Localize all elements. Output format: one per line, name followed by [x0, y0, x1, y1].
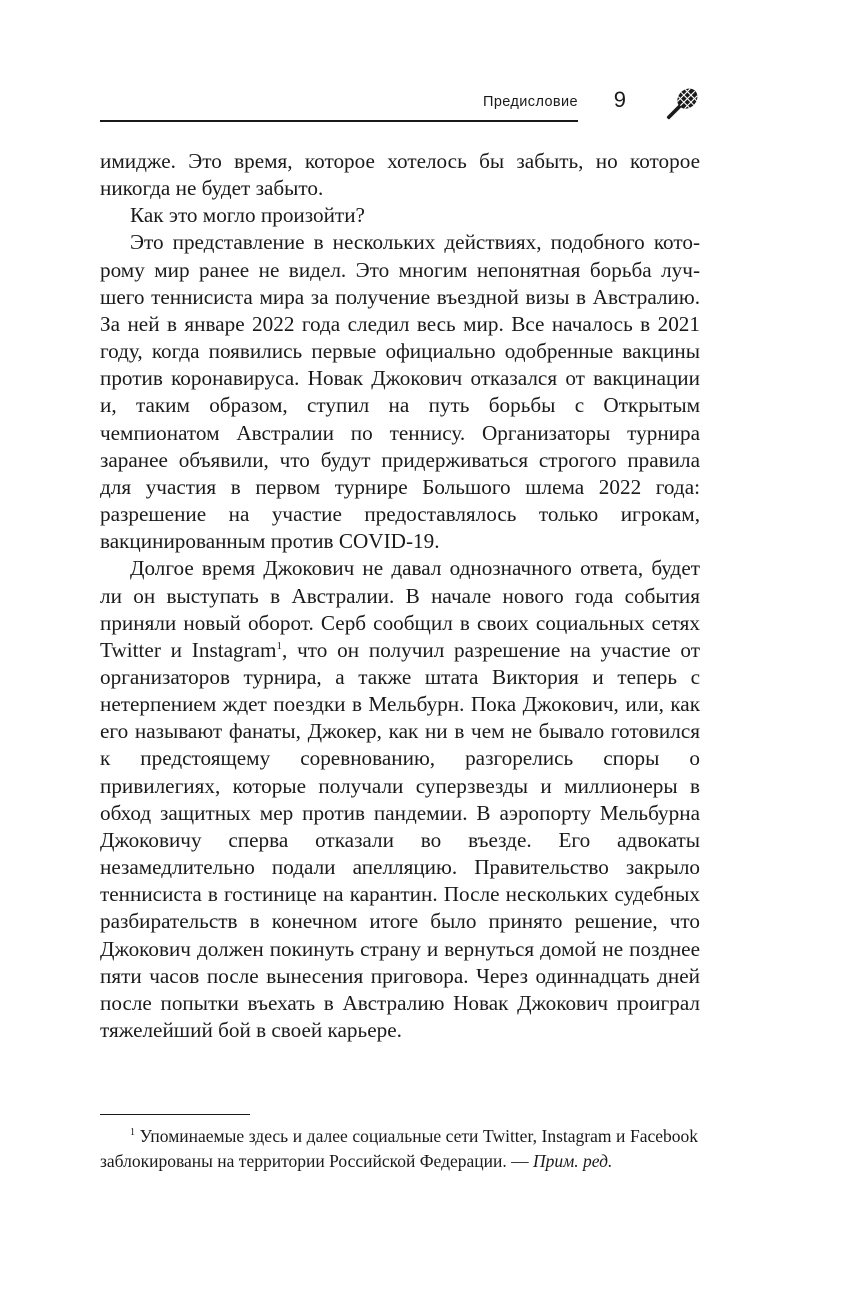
- paragraph: Как это могло произойти?: [130, 203, 365, 228]
- running-header: [100, 84, 710, 124]
- tennis-racket-icon: [660, 84, 702, 126]
- footnote-reference[interactable]: 1: [276, 639, 283, 652]
- header-rule: [100, 120, 578, 122]
- paragraph-text: , что он получил разрешение на участие от организаторов турнира, а также штата Виктория и теперь с нетерпением ждет поездки в Мельбурн. Пока Джокович, или, как его называют фанаты, Джокер, как ни в чем не бывало готовился к предстоящему соревнованию, разгорелись споры о привилегиях, которые получали суперзвезды и миллионеры в обход защитных мер против пандемии. В аэропорту Мельбурна Джоковичу сперва отказали во въезде. Его адвокаты незамедлительно подали апелляцию. Правительство закрыло теннисиста в гостинице на карантин. После нескольких судебных разбирательств в конечном итоге было принято решение, что Джокович должен покинуть страну и вернуться домой не позднее пяти часов после вынесения приговора. Через одиннадцать дней после попытки въехать в Австралию Новак Джокович проиграл тяжелейший бой в своей карьере.: [100, 637, 700, 1042]
- chapter-title: Предисловие: [483, 94, 578, 110]
- main-text: [100, 148, 700, 1044]
- footnote-text: Упоминаемые здесь и далее социальные сети Twitter, Instagram и Facebook заблокированы на территории Российской Федерации. —: [100, 1126, 699, 1171]
- paragraph-text: Долгое время Джокович не давал однозначного ответа, будет ли он выступать в Австралии. В начале нового года события приняли новый оборот. Серб сообщил в своих социальных сетях Twitter и Instagram: [100, 556, 700, 662]
- paragraph: имидже. Это время, которое хотелось бы забыть, но которое никогда не будет забыто.: [100, 149, 700, 201]
- footnote-mark: 1: [130, 1127, 135, 1139]
- page-number: 9: [613, 87, 626, 112]
- editor-note: Прим. ред.: [533, 1150, 613, 1171]
- paragraph: Это представление в нескольких действиях, подобного которому мир ранее не видел. Это многим непонятная борьба лучшего теннисиста мира за получение въездной визы в Австралию. За ней в январе 2022 года следил весь мир. Все началось в 2021 году, когда появились первые официально одобренные вакцины против коронавируса. Новак Джокович отказался от вакцинации и, таким образом, ступил на путь борьбы с Открытым чемпионатом Австралии по теннису. Организаторы турнира заранее объявили, что будут придерживаться строгого правила для участия в первом турнире Большого шлема 2022 года: разрешение на участие предоставлялось только игрокам, вакцинированным против COVID-19.: [100, 230, 700, 554]
- paragraph: [100, 555, 700, 1044]
- footnote: [100, 1124, 698, 1173]
- footnote-separator: [100, 1114, 250, 1115]
